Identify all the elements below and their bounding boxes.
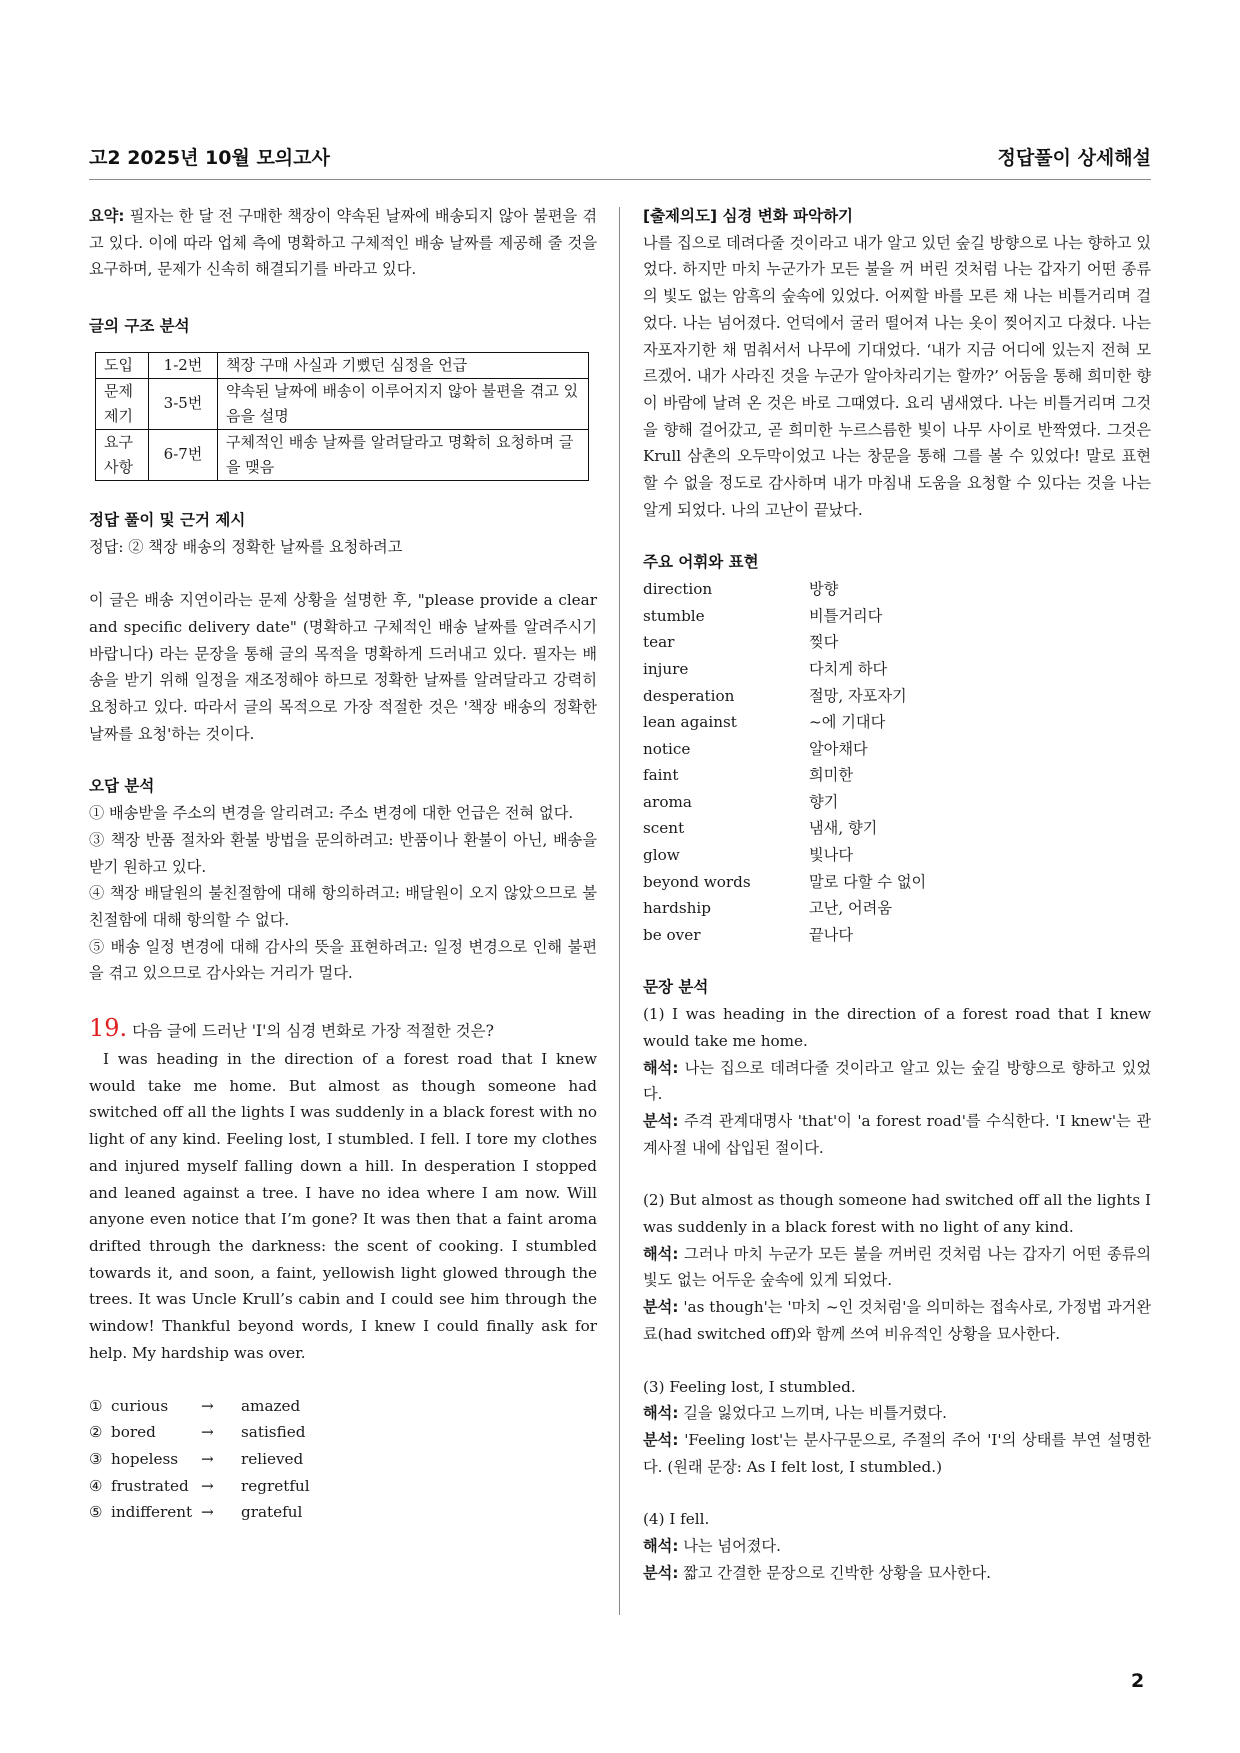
- question-text: 다음 글에 드러난 'I'의 심경 변화로 가장 적절한 것은?: [127, 1022, 494, 1041]
- vocab-item: [643, 815, 1151, 842]
- range-cell: 1-2번: [149, 352, 218, 378]
- vocab-heading: 주요 어휘와 표현: [643, 553, 759, 572]
- sentence-analysis-heading: 문장 분석: [643, 978, 709, 997]
- exam-title: 고2 2025년 10월 모의고사: [89, 147, 330, 169]
- vocab-en: faint: [643, 766, 679, 785]
- vocab-en: beyond words: [643, 872, 751, 891]
- table-row: [96, 378, 589, 429]
- vocab-en: desperation: [643, 686, 735, 705]
- part-cell: 도입: [96, 352, 149, 378]
- table-row: [96, 352, 589, 378]
- vocab-list: [643, 576, 1151, 948]
- structure-table: [95, 352, 589, 481]
- sentence-text: (3) Feeling lost, I stumbled.: [643, 1377, 856, 1396]
- vocab-ko: 절망, 자포자기: [809, 686, 907, 705]
- wrong-answers-heading: 오답 분석: [89, 777, 155, 796]
- vocab-item: [643, 789, 1151, 816]
- sentence-block: [643, 1001, 1151, 1161]
- vocab-item: [643, 895, 1151, 922]
- choice-from: indifferent: [111, 1503, 193, 1522]
- sentence-text: (4) I fell.: [643, 1510, 710, 1529]
- intent-heading: [출제의도] 심경 변화 파악하기: [643, 207, 854, 225]
- vocab-ko: 고난, 어려움: [809, 899, 893, 918]
- vocab-ko: ~에 기대다: [809, 713, 886, 732]
- question-number: 19.: [89, 1014, 128, 1043]
- column-divider: [619, 207, 620, 1615]
- sentence-analysis: 분석: 'as though'는 '마치 ~인 것처럼'을 의미하는 접속사로, 가정법 과거완료(had switched off)와 함께 쓰여 비유적인 상황을 묘사한다.: [643, 1298, 1151, 1343]
- vocab-en: hardship: [643, 899, 711, 918]
- translation-label: 해석:: [643, 1537, 679, 1556]
- vocab-en: scent: [643, 819, 685, 838]
- wrong-answer-item: ① 배송받을 주소의 변경을 알리려고: 주소 변경에 대한 언급은 전혀 없다.: [89, 804, 574, 823]
- sentence-translation: 해석: 길을 잃었다고 느끼며, 나는 비틀거렸다.: [643, 1404, 947, 1423]
- answer-choices: [89, 1393, 597, 1527]
- choice-item[interactable]: [89, 1446, 597, 1473]
- structure-heading: 글의 구조 분석: [89, 317, 190, 336]
- choice-number: ④: [89, 1476, 103, 1495]
- vocab-item: [643, 736, 1151, 763]
- sentence-analysis: 분석: 'Feeling lost'는 분사구문으로, 주절의 주어 'I'의 상태를 부연 설명한다. (원래 문장: As I felt lost, I stumbled.): [643, 1431, 1151, 1476]
- sentence-text: (1) I was heading in the direction of a forest road that I knew would take me home.: [643, 1005, 1151, 1050]
- question-passage: I was heading in the direction of a forest road that I knew would take me home. But almost as though someone had switched off all the lights I was suddenly in a black forest with no light of any kind. Feeling lost, I stumbled. I fell. I tore my clothes and injured myself falling down a hill. In desperation I stopped and leaned against a tree. I have no idea where I am now. Will anyone even notice that I’m gone? It was then that a faint aroma drifted through the darkness: the scent of cooking. I stumbled towards it, and soon, a faint, yellowish light glowed through the trees. It was Uncle Krull’s cabin and I could see him through the window! Thankful beyond words, I knew I could finally ask for help. My hardship was over.: [89, 1050, 597, 1362]
- wrong-answer-item: ⑤ 배송 일정 변경에 대해 감사의 뜻을 표현하려고: 일정 변경으로 인해 불편을 겪고 있으므로 감사와는 거리가 멀다.: [89, 937, 597, 983]
- vocab-ko: 알아채다: [809, 739, 868, 758]
- desc-cell: 책장 구매 사실과 기뻤던 심정을 언급: [218, 352, 589, 378]
- summary-label: 요약:: [89, 207, 125, 225]
- choice-item[interactable]: [89, 1473, 597, 1500]
- vocab-ko: 희미한: [809, 766, 854, 785]
- vocab-en: glow: [643, 846, 680, 865]
- choice-to: satisfied: [241, 1423, 306, 1442]
- answer-explanation: 이 글은 배송 지연이라는 문제 상황을 설명한 후, "please provide a clear and specific delivery date" (명확하고 구체적인 배송 날짜를 알려주시기 바랍니다) 라는 문장을 통해 글의 목적을 명확하게 드러내고 있다. 필자는 배송을 받기 위해 일정을 재조정해야 하므로 정확한 날짜를 알려달라고 강력히 요청하고 있다. 따라서 글의 목적으로 가장 적절한 것은 '책장 배송의 정확한 날짜를 요청'하는 것이다.: [89, 591, 597, 743]
- choice-to: amazed: [241, 1396, 301, 1415]
- sentence-analysis: 분석: 주격 관계대명사 'that'이 'a forest road'를 수식한다. 'I knew'는 관계사절 내에 삽입된 절이다.: [643, 1111, 1151, 1157]
- sentence-translation: 해석: 나는 넘어졌다.: [643, 1537, 781, 1556]
- vocab-ko: 향기: [809, 792, 839, 811]
- arrow-icon: →: [201, 1476, 214, 1495]
- vocab-item: [643, 576, 1151, 603]
- range-cell: 3-5번: [149, 378, 218, 429]
- vocab-item: [643, 709, 1151, 736]
- vocab-ko: 다치게 하다: [809, 659, 888, 678]
- vocab-en: lean against: [643, 713, 737, 732]
- choice-number: ⑤: [89, 1503, 103, 1522]
- vocab-item: [643, 869, 1151, 896]
- table-row: [96, 429, 589, 480]
- vocab-item: [643, 922, 1151, 949]
- page-header: [89, 143, 1151, 180]
- vocab-en: tear: [643, 633, 675, 652]
- vocab-ko: 방향: [809, 580, 839, 599]
- vocab-en: stumble: [643, 606, 705, 625]
- range-cell: 6-7번: [149, 429, 218, 480]
- choice-from: frustrated: [111, 1476, 189, 1495]
- choice-to: regretful: [241, 1476, 310, 1495]
- question-prompt: [89, 1013, 597, 1046]
- summary-paragraph: [89, 203, 597, 283]
- analysis-label: 분석:: [643, 1431, 679, 1449]
- desc-cell: 약속된 날짜에 배송이 이루어지지 않아 불편을 겪고 있음을 설명: [218, 378, 589, 429]
- sentence-translation: 해석: 나는 집으로 데려다줄 것이라고 알고 있는 숲길 방향으로 향하고 있었다.: [643, 1058, 1151, 1104]
- vocab-ko: 찢다: [809, 633, 839, 652]
- choice-number: ③: [89, 1449, 103, 1468]
- arrow-icon: →: [201, 1503, 214, 1522]
- vocab-item: [643, 762, 1151, 789]
- answer-line: 정답: ② 책장 배송의 정확한 날짜를 요청하려고: [89, 537, 403, 556]
- choice-item[interactable]: [89, 1419, 597, 1446]
- vocab-item: [643, 656, 1151, 683]
- answer-heading: 정답 풀이 및 근거 제시: [89, 510, 246, 529]
- sentence-block: [643, 1374, 1151, 1481]
- choice-to: grateful: [241, 1503, 303, 1522]
- vocab-en: notice: [643, 739, 691, 758]
- wrong-answer-item: ③ 책장 반품 절차와 환불 방법을 문의하려고: 반품이나 환불이 아닌, 배송을 받기 원하고 있다.: [89, 830, 597, 876]
- part-cell: 요구 사항: [96, 429, 149, 480]
- left-column: [89, 203, 597, 1526]
- vocab-item: [643, 842, 1151, 869]
- vocab-ko: 비틀거리다: [809, 606, 883, 625]
- vocab-item: [643, 603, 1151, 630]
- analysis-label: 분석:: [643, 1111, 679, 1130]
- translation-label: 해석:: [643, 1404, 679, 1423]
- vocab-item: [643, 629, 1151, 656]
- passage-translation: 나를 집으로 데려다줄 것이라고 내가 알고 있던 숲길 방향으로 나는 향하고 있었다. 하지만 마치 누군가가 모든 불을 꺼 버린 것처럼 나는 갑자기 어떤 종류의 빛도 없는 암흑의 숲속에 있었다. 어찌할 바를 모른 채 나는 비틀거리며 걸었다. 나는 넘어졌다. 언덕에서 굴러 떨어져 나는 옷이 찢어지고 다쳤다. 나는 자포자기한 채 멈춰서서 나무에 기대었다. ‘내가 지금 어디에 있는지 전혀 모르겠어. 내가 사라진 것을 누군가 알아차리기는 할까?’ 어둠을 통해 희미한 향이 바람에 날려 온 것은 바로 그때였다. 요리 냄새였다. 나는 비틀거리며 그것을 향해 걸어갔고, 곧 희미한 누르스름한 빛이 나무 사이로 반짝였다. 그것은 Krull 삼촌의 오두막이었고 나는 창문을 통해 그를 볼 수 있었다! 말로 표현할 수 없을 정도로 감사하며 내가 마침내 도움을 요청할 수 있다는 것을 나는 알게 되었다. 나의 고난이 끝났다.: [643, 233, 1151, 519]
- vocab-en: aroma: [643, 792, 692, 811]
- choice-from: bored: [111, 1423, 156, 1442]
- analysis-label: 분석:: [643, 1563, 679, 1582]
- arrow-icon: →: [201, 1396, 214, 1415]
- vocab-ko: 말로 다할 수 없이: [809, 872, 927, 891]
- choice-from: hopeless: [111, 1449, 179, 1468]
- choice-number: ①: [89, 1396, 103, 1415]
- summary-text: 필자는 한 달 전 구매한 책장이 약속된 날짜에 배송되지 않아 불편을 겪고 있다. 이에 따라 업체 측에 명확하고 구체적인 배송 날짜를 제공해 줄 것을 요구하며, 문제가 신속히 해결되기를 바라고 있다.: [89, 207, 597, 279]
- arrow-icon: →: [201, 1423, 214, 1442]
- section-title: 정답풀이 상세해설: [997, 147, 1151, 169]
- choice-to: relieved: [241, 1449, 304, 1468]
- translation-label: 해석:: [643, 1244, 679, 1263]
- translation-label: 해석:: [643, 1058, 679, 1077]
- sentence-text: (2) But almost as though someone had switched off all the lights I was suddenly in a black forest with no light of any kind.: [643, 1191, 1151, 1237]
- vocab-ko: 끝나다: [809, 925, 854, 944]
- vocab-ko: 빛나다: [809, 846, 854, 865]
- part-cell: 문제 제기: [96, 378, 149, 429]
- sentence-translation: 해석: 그러나 마치 누군가 모든 불을 꺼버린 것처럼 나는 갑자기 어떤 종류의 빛도 없는 어두운 숲속에 있게 되었다.: [643, 1244, 1151, 1290]
- vocab-item: [643, 683, 1151, 710]
- sentence-analysis: 분석: 짧고 간결한 문장으로 긴박한 상황을 묘사한다.: [643, 1563, 991, 1582]
- choice-item[interactable]: [89, 1499, 597, 1526]
- vocab-en: direction: [643, 580, 713, 599]
- vocab-en: injure: [643, 659, 689, 678]
- desc-cell: 구체적인 배송 날짜를 알려달라고 명확히 요청하며 글을 맺음: [218, 429, 589, 480]
- sentence-block: [643, 1187, 1151, 1347]
- choice-number: ②: [89, 1423, 103, 1442]
- right-column: [643, 203, 1151, 1587]
- page-number: 2: [1131, 1670, 1145, 1692]
- sentence-block: [643, 1506, 1151, 1586]
- arrow-icon: →: [201, 1449, 214, 1468]
- analysis-label: 분석:: [643, 1298, 679, 1317]
- vocab-ko: 냄새, 향기: [809, 819, 878, 838]
- choice-item[interactable]: [89, 1393, 597, 1420]
- wrong-answer-item: ④ 책장 배달원의 불친절함에 대해 항의하려고: 배달원이 오지 않았으므로 불친절함에 대해 항의할 수 없다.: [89, 884, 597, 929]
- choice-from: curious: [111, 1396, 169, 1415]
- vocab-en: be over: [643, 925, 701, 944]
